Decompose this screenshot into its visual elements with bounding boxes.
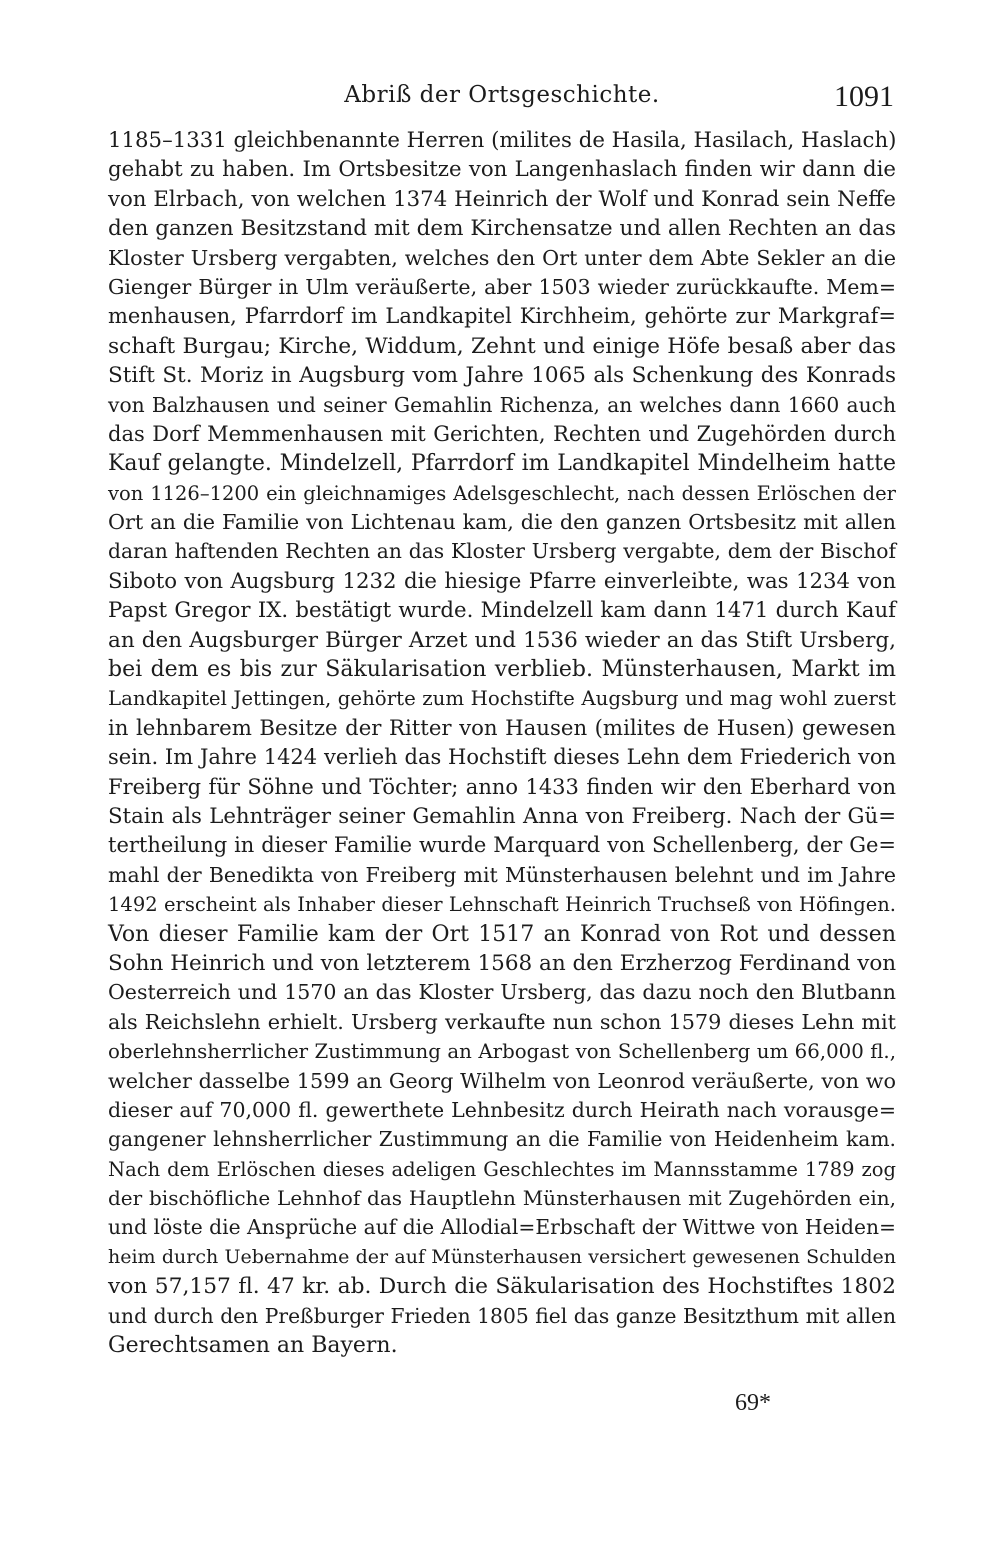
text-line: Gerechtsamen an Bayern. (108, 1333, 398, 1359)
text-line: Nach dem Erlöschen dieses adeligen Geschlechtes im Mannsstamme 1789 zog (108, 1157, 896, 1181)
text-line: schaft Burgau; Kirche, Widdum, Zehnt und einige Höfe besaß aber das (108, 333, 896, 359)
text-line: Siboto von Augsburg 1232 die hiesige Pfarre einverleibte, was 1234 von (108, 568, 896, 594)
text-line: welcher dasselbe 1599 an Georg Wilhelm von Leonrod veräußerte, von wo (108, 1068, 896, 1093)
text-line: den ganzen Besitzstand mit dem Kirchensatze und allen Rechten an das (108, 216, 896, 242)
text-line: heim durch Uebernahme der auf Münsterhausen versichert gewesenen Schulden (108, 1245, 896, 1268)
text-line: in lehnbarem Besitze der Ritter von Hausen (milites de Husen) gewesen (108, 715, 896, 741)
page-number: 1091 (834, 80, 894, 113)
text-line: Stift St. Moriz in Augsburg vom Jahre 1065 als Schenkung des Konrads (108, 363, 896, 389)
page-header (108, 80, 896, 114)
body-text (108, 126, 896, 1360)
text-line: von Balzhausen und seiner Gemahlin Richenza, an welches dann 1660 auch (108, 392, 896, 417)
text-line: Oesterreich und 1570 an das Kloster Ursberg, das dazu noch den Blutbann (108, 980, 896, 1005)
text-line: Ort an die Familie von Lichtenau kam, die den ganzen Ortsbesitz mit allen (108, 510, 896, 535)
text-line: Von dieser Familie kam der Ort 1517 an Konrad von Rot und dessen (108, 921, 896, 947)
text-line: der bischöfliche Lehnhof das Hauptlehn Münsterhausen mit Zugehörden ein, (108, 1186, 896, 1211)
text-line: 1492 erscheint als Inhaber dieser Lehnschaft Heinrich Truchseß von Höfingen. (108, 893, 896, 917)
text-line: Landkapitel Jettingen, gehörte zum Hochstifte Augsburg und mag wohl zuerst (108, 687, 896, 711)
text-line: gehabt zu haben. Im Ortsbesitze von Langenhaslach finden wir dann die (108, 157, 896, 183)
running-title: Abriß der Ortsgeschichte. (344, 82, 660, 108)
text-line: von 57,157 fl. 47 kr. ab. Durch die Säkularisation des Hochstiftes 1802 (108, 1274, 896, 1300)
text-line: von Elrbach, von welchen 1374 Heinrich der Wolf und Konrad sein Neffe (108, 186, 896, 212)
text-line: als Reichslehn erhielt. Ursberg verkaufte nun schon 1579 dieses Lehn mit (108, 1009, 896, 1034)
text-line: sein. Im Jahre 1424 verlieh das Hochstift dieses Lehn dem Friederich von (108, 745, 896, 770)
text-line: und durch den Preßburger Frieden 1805 fiel das ganze Besitzthum mit allen (108, 1303, 896, 1328)
text-line: Kauf gelangte. Mindelzell, Pfarrdorf im Landkapitel Mindelheim hatte (108, 451, 896, 477)
text-line: Freiberg für Söhne und Töchter; anno 1433 finden wir den Eberhard von (108, 774, 896, 799)
text-line: und löste die Ansprüche auf die Allodial=Erbschaft der Wittwe von Heiden= (108, 1215, 896, 1240)
text-line: dieser auf 70,000 fl. gewerthete Lehnbesitz durch Heirath nach vorausge= (108, 1097, 896, 1122)
signature-mark: 69* (735, 1390, 771, 1416)
text-line: gangener lehnsherrlicher Zustimmung an die Familie von Heidenheim kam. (108, 1127, 896, 1152)
text-line: Stain als Lehnträger seiner Gemahlin Anna von Freiberg. Nach der Gü= (108, 803, 896, 829)
text-line: tertheilung in dieser Familie wurde Marquard von Schellenberg, der Ge= (108, 833, 896, 858)
text-line: das Dorf Memmenhausen mit Gerichten, Rechten und Zugehörden durch (108, 421, 896, 446)
text-line: mahl der Benedikta von Freiberg mit Münsterhausen belehnt und im Jahre (108, 862, 896, 887)
text-line: an den Augsburger Bürger Arzet und 1536 wieder an das Stift Ursberg, (108, 627, 896, 653)
text-line: Kloster Ursberg vergabten, welches den Ort unter dem Abte Sekler an die (108, 245, 896, 270)
text-line: 1185–1331 gleichbenannte Herren (milites de Hasila, Hasilach, Haslach) (108, 128, 897, 153)
text-line: Gienger Bürger in Ulm veräußerte, aber 1503 wieder zurückkaufte. Mem= (108, 274, 896, 299)
text-line: daran haftenden Rechten an das Kloster Ursberg vergabte, dem der Bischof (108, 539, 896, 564)
text-line: menhausen, Pfarrdorf im Landkapitel Kirchheim, gehörte zur Markgraf= (108, 304, 896, 329)
text-line: von 1126–1200 ein gleichnamiges Adelsgeschlecht, nach dessen Erlöschen der (108, 481, 896, 505)
text-line: bei dem es bis zur Säkularisation verblieb. Münsterhausen, Markt im (108, 657, 896, 683)
text-line: Papst Gregor IX. bestätigt wurde. Mindelzell kam dann 1471 durch Kauf (108, 598, 896, 624)
text-line: Sohn Heinrich und von letzterem 1568 an den Erzherzog Ferdinand von (108, 950, 897, 976)
text-line: oberlehnsherrlicher Zustimmung an Arbogast von Schellenberg um 66,000 fl., (108, 1040, 896, 1064)
